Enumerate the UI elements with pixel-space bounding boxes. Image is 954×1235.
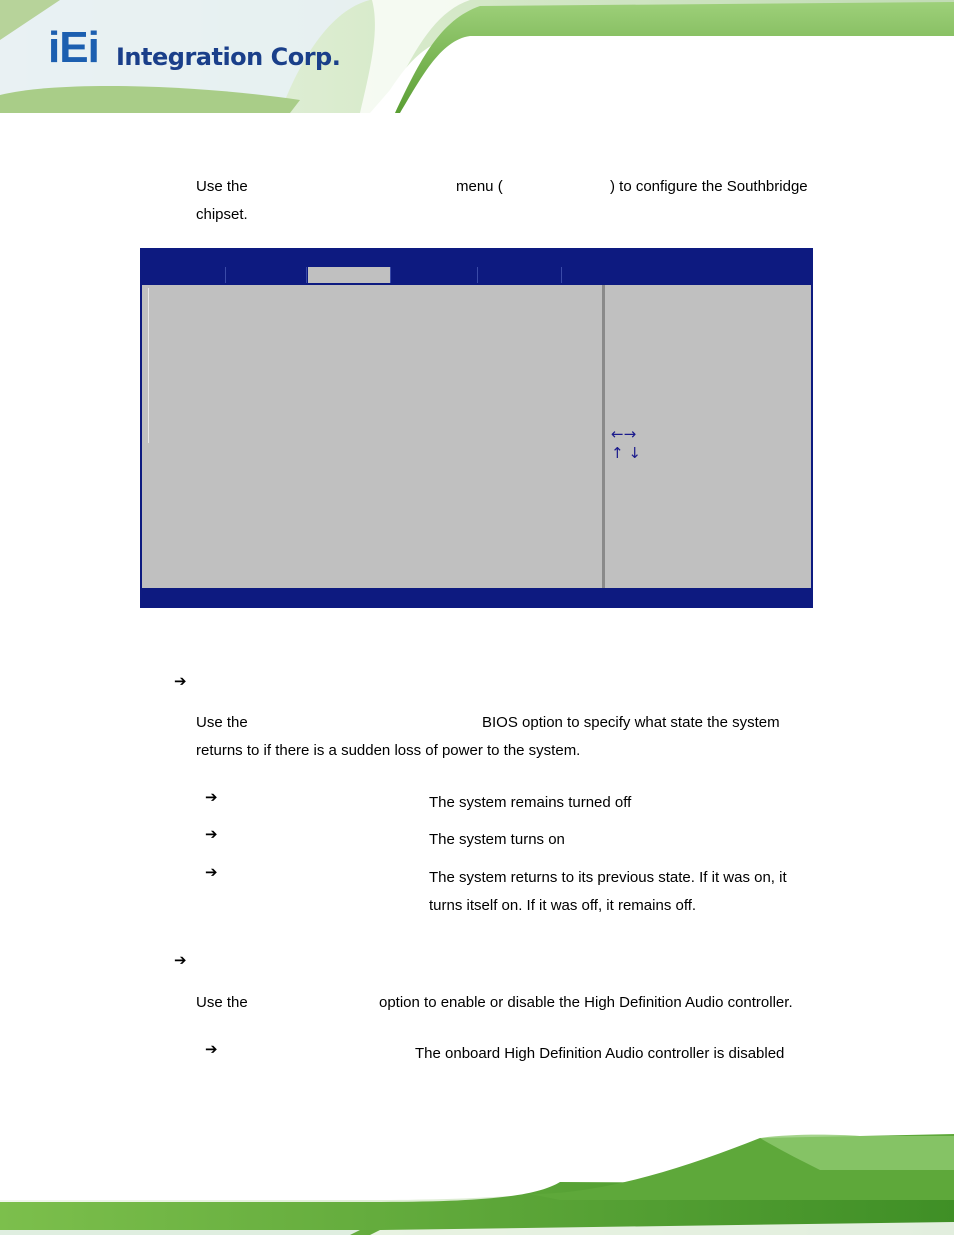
section1-para-part2: BIOS option to specify what state the system: [482, 714, 780, 731]
option-description: The system remains turned off: [429, 794, 632, 811]
option-description: The system returns to its previous state. If it was on, it: [429, 869, 787, 886]
section1-para-line2: returns to if there is a sudden loss of power to the system.: [196, 742, 581, 759]
bios-tab-active[interactable]: [308, 267, 391, 283]
bios-panel-edge: [148, 288, 149, 443]
bios-tab[interactable]: [142, 267, 226, 283]
section-bullet-arrow-icon: ➔: [174, 951, 187, 969]
intro-text-line2: chipset.: [196, 206, 248, 223]
option-description: The system turns on: [429, 831, 565, 848]
bios-tab[interactable]: [392, 267, 478, 283]
option-description: The onboard High Definition Audio controller is disabled: [415, 1045, 785, 1062]
section1-para-part1: Use the: [196, 714, 248, 731]
section2-para-part2: option to enable or disable the High Definition Audio controller.: [379, 994, 793, 1011]
intro-text-part1: Use the: [196, 178, 248, 195]
page-footer: [0, 1130, 954, 1235]
bios-tab[interactable]: [226, 267, 307, 283]
bios-screenshot: [140, 248, 813, 608]
page-header: [0, 0, 954, 115]
intro-text-part3: ) to configure the Southbridge: [610, 178, 808, 195]
bios-left-right-arrows-icon: ←→: [611, 425, 637, 443]
bios-menu-bar: [142, 267, 811, 283]
footer-banner-graphic: [0, 1130, 954, 1235]
option-description-line2: turns itself on. If it was off, it remains off.: [429, 897, 697, 914]
company-logo-text: Integration Corp.: [116, 43, 341, 71]
intro-text-part2: menu (: [456, 178, 503, 195]
section2-para-part1: Use the: [196, 994, 248, 1011]
option-bullet-arrow-icon: ➔: [205, 788, 218, 806]
company-logo-mark: iEi: [48, 23, 99, 72]
option-bullet-arrow-icon: ➔: [205, 825, 218, 843]
bios-tab[interactable]: [478, 267, 562, 283]
option-bullet-arrow-icon: ➔: [205, 1040, 218, 1058]
option-bullet-arrow-icon: ➔: [205, 863, 218, 881]
bios-settings-panel: [142, 285, 602, 588]
bios-up-down-arrows-icon: ↑ ↓: [611, 444, 641, 462]
section-bullet-arrow-icon: ➔: [174, 672, 187, 690]
